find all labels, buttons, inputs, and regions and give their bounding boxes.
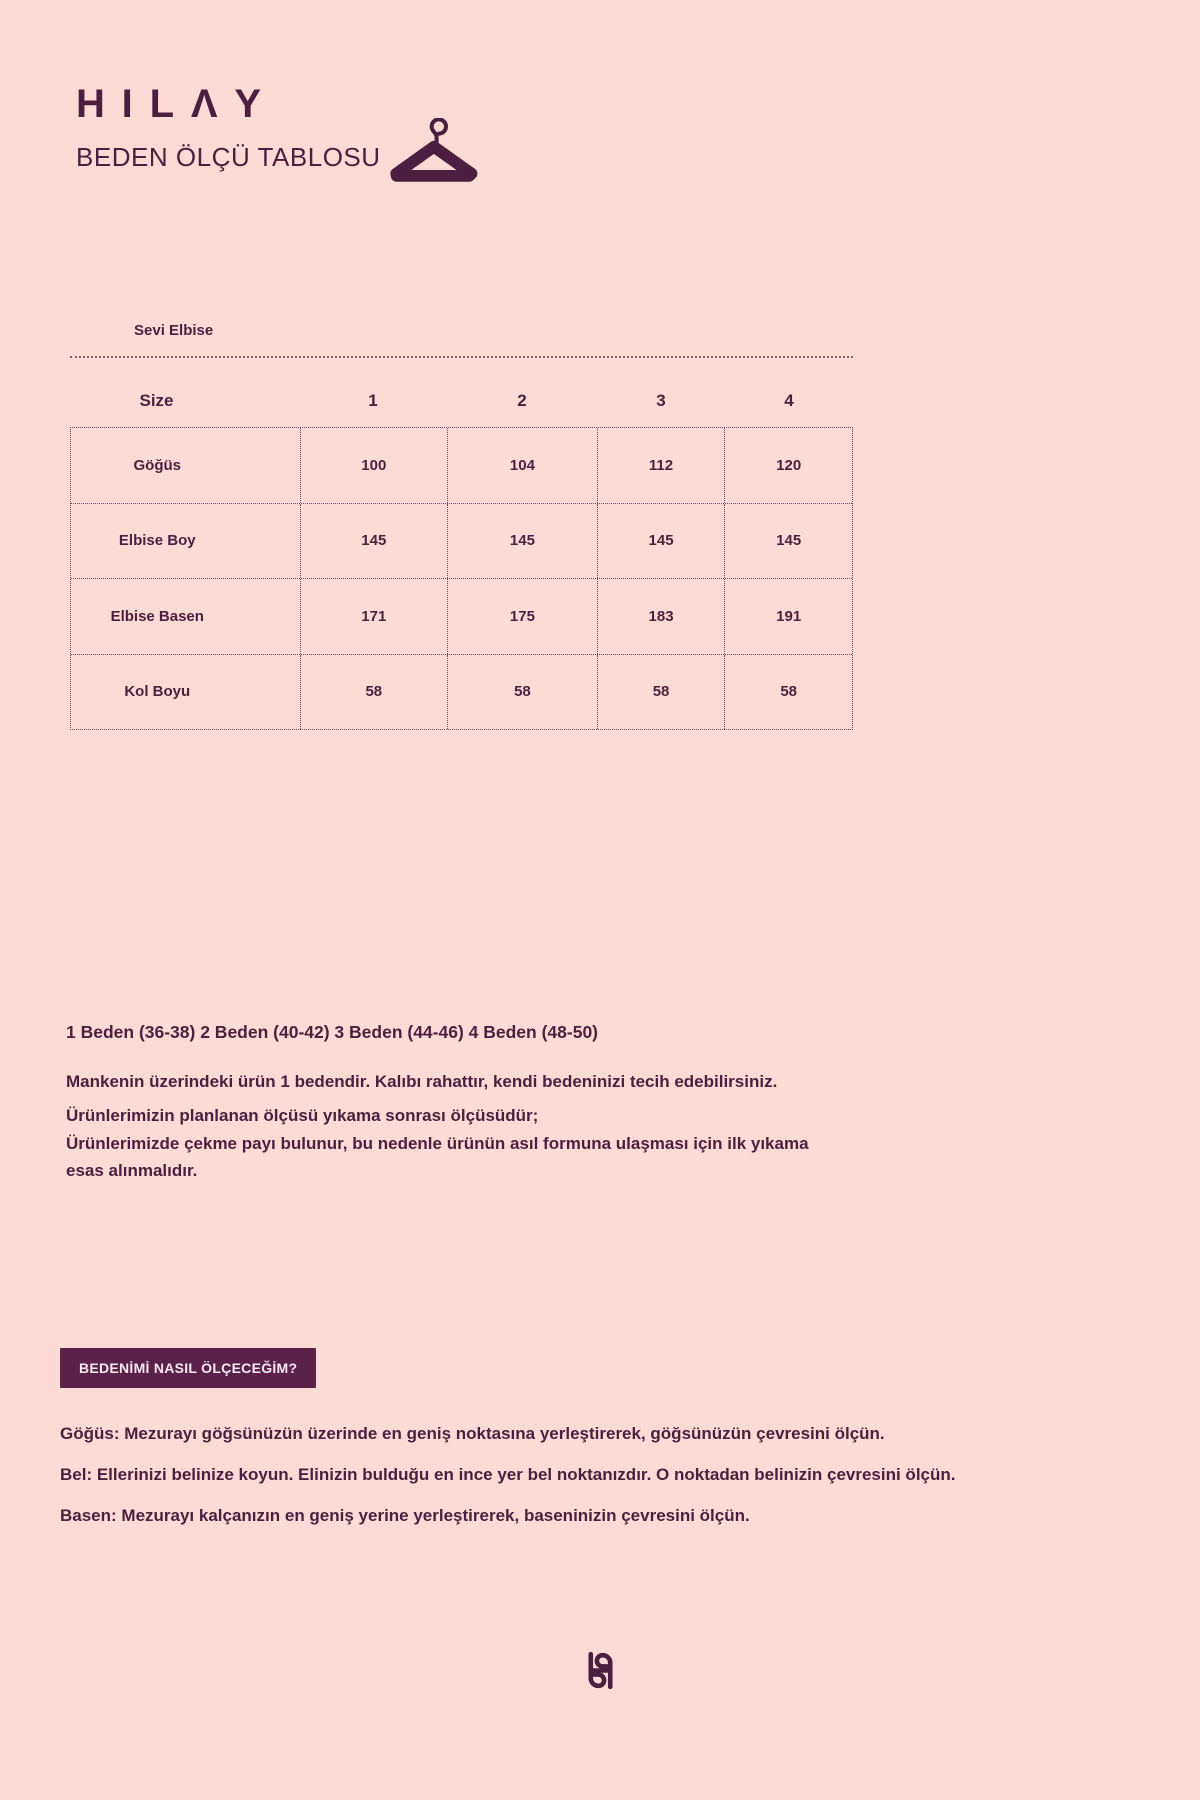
- size-value-cell: 145: [597, 504, 725, 579]
- size-col-header-2: 2: [517, 391, 527, 410]
- note-washing: [66, 1102, 966, 1185]
- size-column-title: Size: [139, 391, 174, 410]
- note-mannequin: Mankenin üzerindeki ürün 1 bedendir. Kalıbı rahattır, kendi bedeninizi tecih edebilirsiniz.: [66, 1072, 778, 1091]
- note-washing-line: esas alınmalıdır.: [66, 1161, 198, 1180]
- row-label: Göğüs: [133, 456, 181, 474]
- size-value-cell: 183: [597, 579, 725, 654]
- row-label: Kol Boyu: [124, 683, 191, 701]
- size-value-cell: 171: [300, 579, 448, 654]
- size-col-header-4: 4: [784, 391, 794, 410]
- brand-header: [76, 84, 381, 170]
- table-row-kol-boyu: [71, 654, 852, 730]
- product-name: Sevi Elbise: [134, 322, 214, 339]
- size-value-cell: 120: [724, 428, 852, 503]
- row-label: Elbise Basen: [110, 607, 204, 625]
- page-title: BEDEN ÖLÇÜ TABLOSU: [76, 142, 381, 172]
- size-table: [70, 427, 853, 730]
- size-value-cell: 191: [724, 579, 852, 654]
- table-divider: [70, 356, 853, 358]
- table-row-gogus: [71, 428, 852, 503]
- size-value-cell: 145: [300, 504, 448, 579]
- size-header-row: [70, 386, 853, 416]
- size-value-cell: 58: [597, 655, 725, 730]
- row-label: Elbise Boy: [118, 532, 196, 550]
- instruction-bel: Bel: Ellerinizi belinize koyun. Elinizin bulduğu en ince yer bel noktanızdır. O noktadan belinizin çevresini ölçün.: [60, 1465, 956, 1484]
- measure-instructions: [60, 1424, 1160, 1547]
- table-row-elbise-boy: [71, 503, 852, 579]
- note-washing-line: Ürünlerimizin planlanan ölçüsü yıkama sonrası ölçüsüdür;: [66, 1106, 539, 1125]
- size-col-header-1: 1: [368, 391, 378, 410]
- size-value-cell: 58: [300, 655, 448, 730]
- size-col-header-3: 3: [656, 391, 666, 410]
- instruction-gogus: Göğüs: Mezurayı göğsünüzün üzerinde en geniş noktasına yerleştirerek, göğsünüzün çevresini ölçün.: [60, 1424, 885, 1443]
- size-value-cell: 145: [447, 504, 597, 579]
- size-value-cell: 58: [724, 655, 852, 730]
- how-to-measure-button[interactable]: BEDENİMİ NASIL ÖLÇECEĞİM?: [60, 1348, 316, 1388]
- size-value-cell: 112: [597, 428, 725, 503]
- hanger-icon: [388, 118, 478, 188]
- size-value-cell: 104: [447, 428, 597, 503]
- brand-monogram-icon: [581, 1649, 620, 1692]
- size-value-cell: 100: [300, 428, 448, 503]
- size-value-cell: 175: [447, 579, 597, 654]
- instruction-basen: Basen: Mezurayı kalçanızın en geniş yerine yerleştirerek, baseninizin çevresini ölçün.: [60, 1506, 750, 1525]
- size-value-cell: 145: [724, 504, 852, 579]
- size-value-cell: 58: [447, 655, 597, 730]
- note-washing-line: Ürünlerimizde çekme payı bulunur, bu nedenle ürünün asıl formuna ulaşması için ilk yıkama: [66, 1133, 809, 1153]
- size-legend: 1 Beden (36-38) 2 Beden (40-42) 3 Beden (44-46) 4 Beden (48-50): [66, 1022, 598, 1042]
- brand-logo: HILΛY: [76, 82, 278, 126]
- table-row-elbise-basen: [71, 578, 852, 654]
